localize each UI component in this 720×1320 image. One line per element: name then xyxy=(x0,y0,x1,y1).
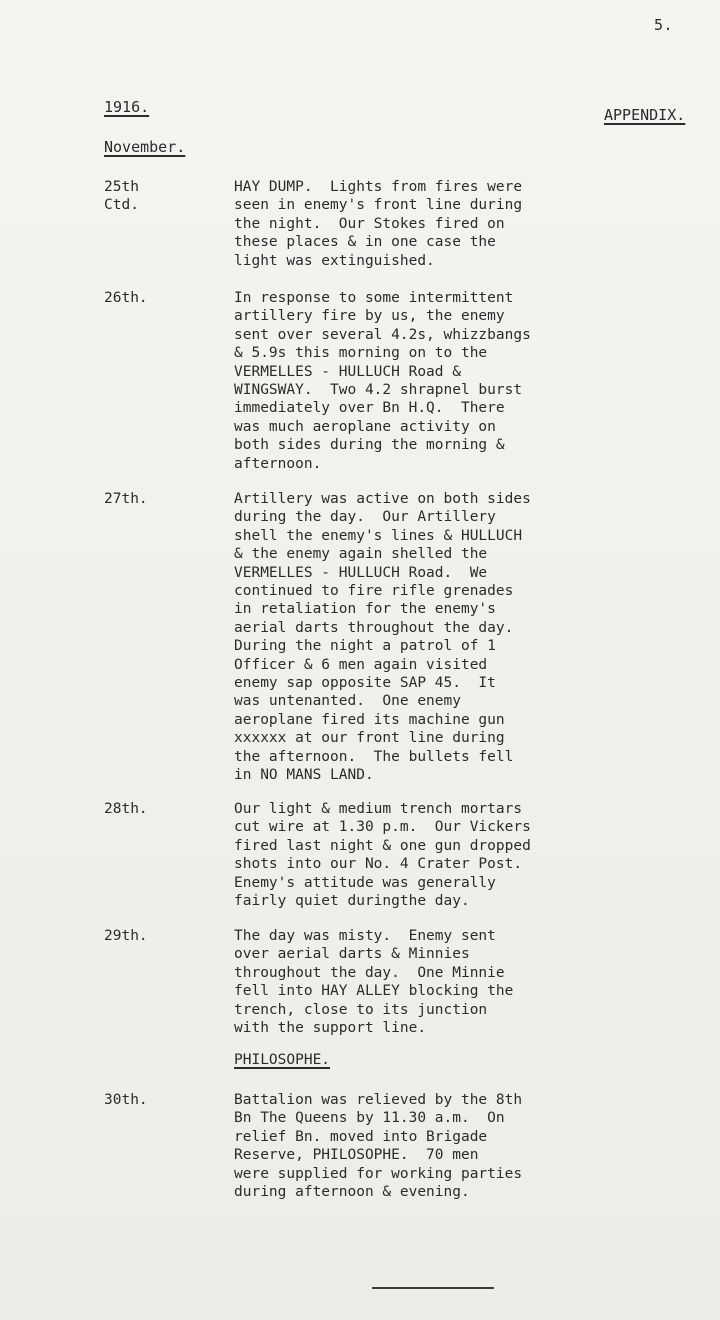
entry-line: continued to fire rifle grenades xyxy=(234,583,514,600)
entry-line: sent over several 4.2s, whizzbangs xyxy=(234,326,531,343)
entry-line: both sides during the morning & xyxy=(234,437,505,454)
entry-line: fell into HAY ALLEY blocking the xyxy=(234,983,514,1000)
section-heading: PHILOSOPHE. xyxy=(234,1052,331,1068)
entry-line: trench, close to its junction xyxy=(234,1001,488,1018)
entry-text xyxy=(234,1091,634,1201)
entry-text xyxy=(234,800,634,910)
year-heading: 1916. xyxy=(104,98,150,116)
entry-line: & 5.9s this morning on to the xyxy=(234,345,488,362)
entry-line: Bn The Queens by 11.30 a.m. On xyxy=(234,1110,505,1127)
entry-line: fired last night & one gun dropped xyxy=(234,837,531,854)
entry-text xyxy=(234,490,634,785)
entry-line: with the support line. xyxy=(234,1020,427,1037)
entry-date: 25th Ctd. xyxy=(104,179,139,214)
entry-line: The day was misty. Enemy sent xyxy=(234,928,496,944)
entry-line: over aerial darts & Minnies xyxy=(234,946,470,963)
appendix-heading: APPENDIX. xyxy=(604,106,686,124)
month-heading: November. xyxy=(104,138,186,156)
entry-line: Battalion was relieved by the 8th xyxy=(234,1092,523,1108)
entry-date: 29th. xyxy=(104,928,148,944)
footer-rule xyxy=(372,1287,494,1289)
entry-line: fairly quiet duringthe day. xyxy=(234,893,470,910)
entry-line: during the day. Our Artillery xyxy=(234,509,496,526)
entry-line: in NO MANS LAND. xyxy=(234,767,374,784)
entry-line: & the enemy again shelled the xyxy=(234,546,488,563)
entry-line: Enemy's attitude was generally xyxy=(234,874,496,891)
entry-line: shots into our No. 4 Crater Post. xyxy=(234,856,523,873)
entry-line: afternoon. xyxy=(234,455,322,472)
entry-line: Officer & 6 men again visited xyxy=(234,656,488,673)
entry-line: aeroplane fired its machine gun xyxy=(234,711,505,728)
entry-line: Artillery was active on both sides xyxy=(234,491,531,507)
entry-line: VERMELLES - HULLUCH Road & xyxy=(234,363,461,380)
entry-line: shell the enemy's lines & HULLUCH xyxy=(234,527,523,544)
entry-line: seen in enemy's front line during xyxy=(234,197,523,214)
entry-line: cut wire at 1.30 p.m. Our Vickers xyxy=(234,819,531,836)
entry-date: 27th. xyxy=(104,491,148,507)
entry-text xyxy=(234,289,634,473)
entry-line: artillery fire by us, the enemy xyxy=(234,308,505,325)
entry-text xyxy=(234,927,634,1037)
entry-line: light was extinguished. xyxy=(234,252,435,269)
entry-line: were supplied for working parties xyxy=(234,1165,523,1182)
entry-line: Reserve, PHILOSOPHE. 70 men xyxy=(234,1147,479,1164)
entry-line: HAY DUMP. Lights from fires were xyxy=(234,179,523,195)
entry-line: these places & in one case the xyxy=(234,234,496,251)
entry-line: was much aeroplane activity on xyxy=(234,418,496,435)
entry-line: enemy sap opposite SAP 45. It xyxy=(234,675,496,692)
entry-line: the afternoon. The bullets fell xyxy=(234,748,514,765)
entry-line: immediately over Bn H.Q. There xyxy=(234,400,505,417)
entry-line: During the night a patrol of 1 xyxy=(234,638,496,655)
entry-line: in retaliation for the enemy's xyxy=(234,601,496,618)
entry-line: the night. Our Stokes fired on xyxy=(234,215,505,232)
entry-line: WINGSWAY. Two 4.2 shrapnel burst xyxy=(234,382,523,399)
entry-line: xxxxxx at our front line during xyxy=(234,730,505,747)
entry-line: was untenanted. One enemy xyxy=(234,693,461,710)
entry-date: 28th. xyxy=(104,801,148,817)
entry-line: during afternoon & evening. xyxy=(234,1184,470,1201)
entry-line: throughout the day. One Minnie xyxy=(234,964,505,981)
entry-line: aerial darts throughout the day. xyxy=(234,619,514,636)
entry-line: relief Bn. moved into Brigade xyxy=(234,1128,488,1145)
page-number: 5. xyxy=(654,16,674,34)
entry-line: Our light & medium trench mortars xyxy=(234,801,523,817)
entry-date: 26th. xyxy=(104,290,148,306)
entry-date: 30th. xyxy=(104,1092,148,1108)
entry-line: VERMELLES - HULLUCH Road. We xyxy=(234,564,488,581)
entry-line: In response to some intermittent xyxy=(234,290,514,306)
entry-text xyxy=(234,178,634,270)
